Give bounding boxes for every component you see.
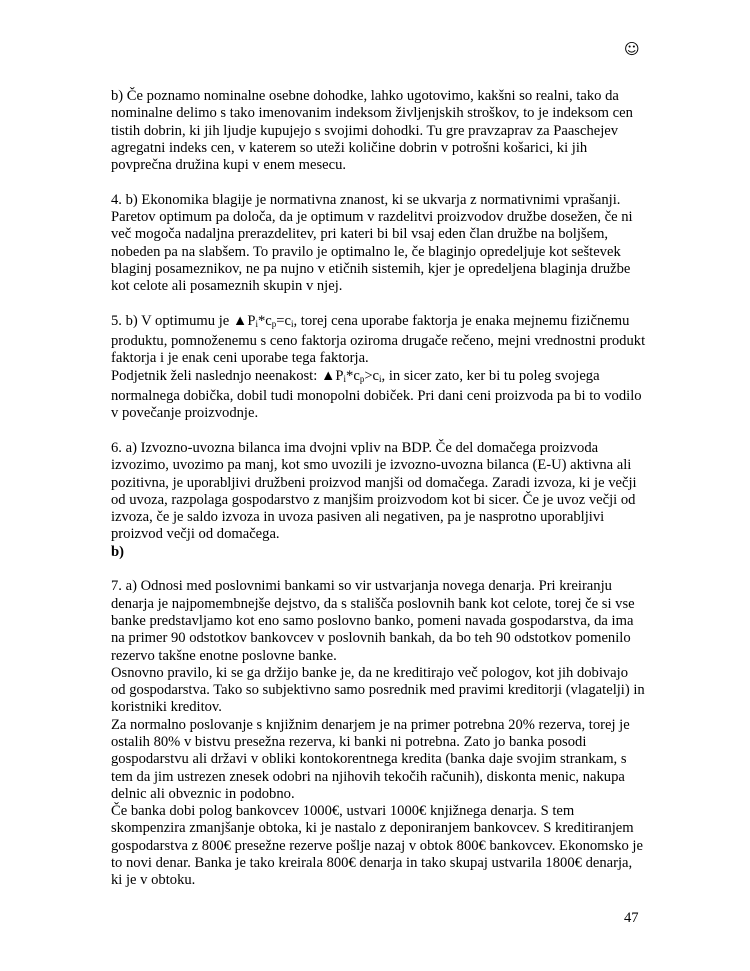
paragraph-section-b	[111, 88, 646, 174]
page-number: 47	[624, 910, 639, 926]
paragraph-text: Če banka dobi polog bankovcev 1000€, ustvari 1000€ knjižnega denarja. S tem skompenzira zmanjšanje obtoka, ki je nastalo z deponiranjem bankovcev. S kreditiranjem gospodarstva z 800€ presežne rezerve pošlje nazaj v obtok 800€ bankovcev. Ekonomsko je to novi denar. Banka je tako kreirala 800€ denarja in tako skupaj ustvarila 1800€ denarja, ki je v obtoku.	[111, 803, 643, 889]
bold-label: b)	[111, 543, 124, 560]
paragraph-formula-2: Podjetnik želi naslednjo neenakost: $▲P_i*c_p>c_i$, in sicer zato, ker bi tu poleg svojega normalnega dobička, dobil tudi monopolni dobiček. Pri dani ceni proizvoda pa bi to vodilo v povečanje proizvodnje.	[111, 367, 642, 422]
paragraph-section-6a	[111, 440, 646, 561]
paragraph-text: 4. b) Ekonomika blagije je normativna znanost, ki se ukvarja z normativnimi vprašanji. Paretov optimum pa določa, da je optimum v razdelitvi proizvodov družbe dosežen, če ni več mogoča nadaljna prerazdelitev, pri kateri bi bil vsaj eden član družbe na boljšem, nobeden pa na slabšem. To pravilo je optimalno le, če blaginjo opredeljuje kot seštevek blaginj posameznikov, ne pa nujno v etičnih sistemih, kjer je opredeljena blaginja družbe kot celote ali posameznih skupin v njej.	[111, 191, 633, 295]
paragraph-text: b) Če poznamo nominalne osebne dohodke, lahko ugotovimo, kakšni so realni, tako da nominalne delimo s tako imenovanim indeksom življenjskih stroškov, to je indeksom cen tistih dobrin, ki jih ljudje kupujejo s svojimi dohodki. Tu gre pravzaprav za Paaschejev agregatni indeks cen, v katerem so uteži količine dobrin v potrošni košarici, ki jih povprečna družina kupi v enem mesecu.	[111, 88, 633, 174]
paragraph-section-7a	[111, 578, 646, 889]
paragraph-text: 6. a) Izvozno-uvozna bilanca ima dvojni vpliv na BDP. Če del domačega proizvoda izvozimo, uvozimo pa manj, kot smo uvozili je izvozno-uvozna bilanca (E-U) aktivna ali pozitivna, je uporabljivi družbeni proizvod manjši od domačega. Zaradi izvoza, ki je večji od uvoza, razpolaga gospodarstvo z manjšim proizvodom kot bi sicer. Če je uvoz večji od izvoza, če je saldo izvoza in uvoza pasiven ali negativen, pa je nasprotno uporabljivi proizvod večji od domačega.	[111, 439, 637, 543]
paragraph-section-4b	[111, 192, 646, 296]
paragraph-formula-1: 5. b) V optimumu je $▲P_i*c_p=c_i$, torej cena uporabe faktorja je enaka mejnemu fizičnemu produktu, pomnoženemu s ceno faktorja oziroma drugače rečeno, mejni vrednostni produkt faktorja i je enak ceni uporabe tega faktorja.	[111, 312, 646, 367]
paragraph-section-5b	[111, 313, 646, 423]
smiley-face-icon: ☺	[624, 40, 640, 58]
paragraph-text: 7. a) Odnosi med poslovnimi bankami so vir ustvarjanja novega denarja. Pri kreiranju denarja je najpomembnejše dejstvo, da s stališča poslovnih bank kot celote, torej če si vse banke predstavljamo kot eno samo poslovno banko, pomeni navada gospodarstva, da ima na primer 90 odstotkov bankovcev v poslovnih bankah, da bo teh 90 odstotkov pomenilo rezervo takšne enotne poslovne banke.	[111, 578, 635, 664]
paragraph-text: Osnovno pravilo, ki se ga držijo banke je, da ne kreditirajo več pologov, kot jih dobivajo od gospodarstva. Tako so subjektivno samo posrednik med pravimi kreditorji (vlagatelji) in koristniki kreditov.	[111, 664, 645, 716]
paragraph-text: Za normalno poslovanje s knjižnim denarjem je na primer potrebna 20% rezerva, torej je ostalih 80% v bistvu presežna rezerva, ki banki ni potrebna. Zato jo banka posodi gospodarstvu ali državi v obliki kontokorentnega kredita (banka daje svojim strankam, s tem da jim ustrezen znesek odobri na njihovih tekočih računih), diskonta menic, nakupa delnic ali obveznic in podobno.	[111, 716, 630, 802]
document-body	[111, 88, 646, 907]
